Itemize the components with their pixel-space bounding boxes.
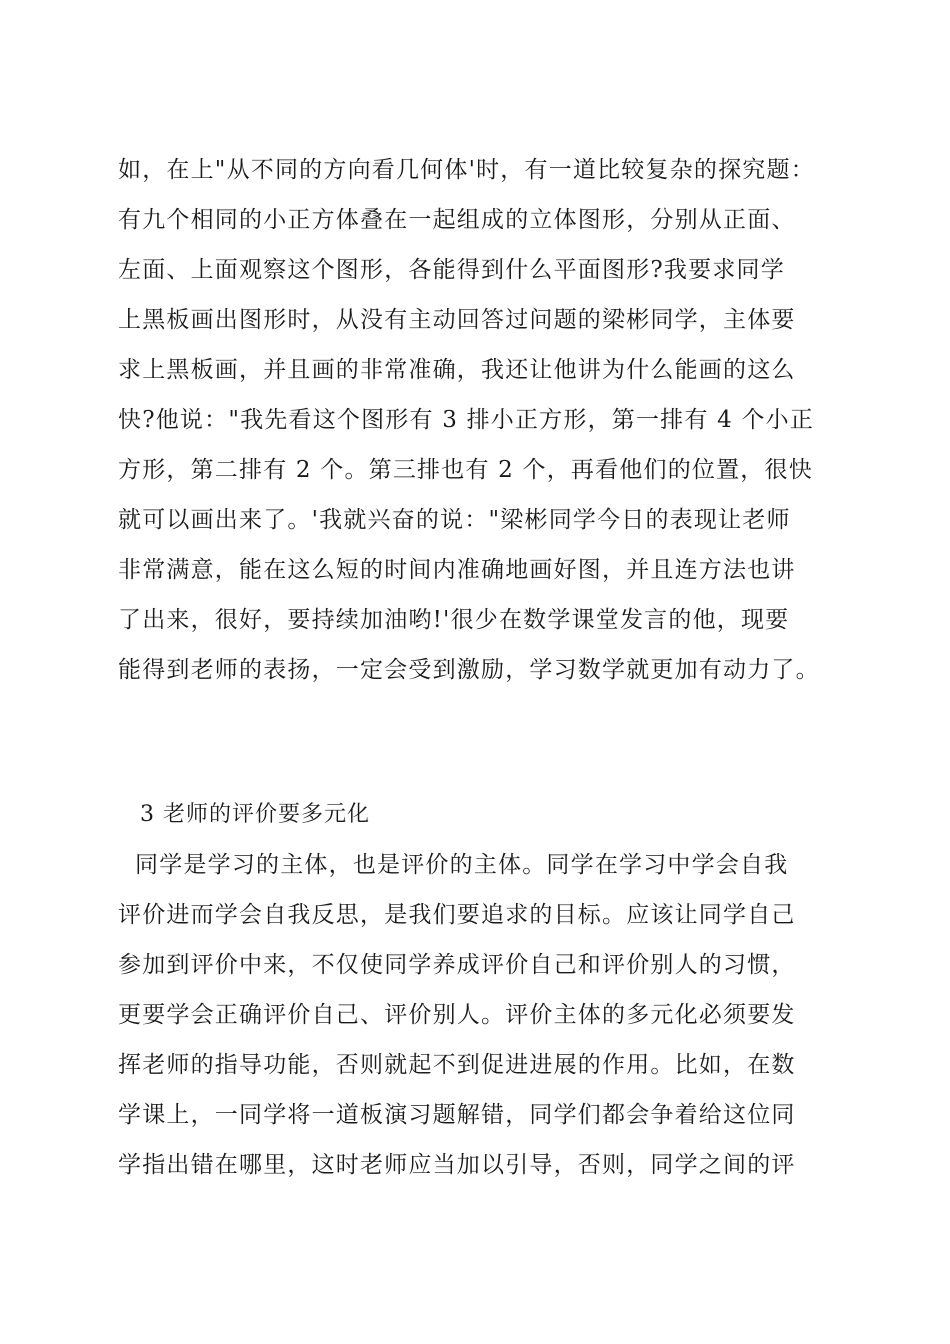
body-text-line: 快?他说："我先看这个图形有 3 排小正方形，第一排有 4 个小正 (118, 407, 815, 433)
body-text-line: 上黑板画出图形时，从没有主动回答过问题的梁彬同学，主体要 (118, 307, 796, 333)
body-text-line: 挥老师的指导功能，否则就起不到促进进展的作用。比如，在数 (118, 1052, 796, 1078)
body-text-line: 如，在上"从不同的方向看几何体'时，有一道比较复杂的探究题： (118, 157, 815, 183)
body-text-line: 评价进而学会自我反思，是我们要追求的目标。应该让同学自己 (118, 902, 796, 928)
body-text-line: 能得到老师的表扬，一定会受到激励，学习数学就更加有动力了。 (118, 657, 820, 683)
body-text-line: 有九个相同的小正方体叠在一起组成的立体图形，分别从正面、 (118, 207, 796, 233)
body-text-line: 左面、上面观察这个图形，各能得到什么平面图形?我要求同学 (118, 257, 785, 283)
body-text-line: 同学是学习的主体，也是评价的主体。同学在学习中学会自我 (118, 852, 789, 878)
body-text-line: 就可以画出来了。'我就兴奋的说："梁彬同学今日的表现让老师 (118, 507, 791, 533)
body-text-line: 学课上，一同学将一道板演习题解错，同学们都会争着给这位同 (118, 1102, 796, 1128)
body-text-line: 求上黑板画，并且画的非常准确，我还让他讲为什么能画的这么 (118, 357, 796, 383)
section-heading: 3 老师的评价要多元化 (140, 802, 370, 827)
body-text-line: 学指出错在哪里，这时老师应当加以引导，否则，同学之间的评 (118, 1152, 796, 1178)
body-text-line: 非常满意，能在这么短的时间内准确地画好图，并且连方法也讲 (118, 557, 796, 583)
body-text-line: 更要学会正确评价自己、评价别人。评价主体的多元化必须要发 (118, 1002, 796, 1028)
body-text-line: 了出来，很好，要持续加油哟!'很少在数学课堂发言的他，现要 (118, 607, 790, 633)
body-text-line: 方形，第二排有 2 个。第三排也有 2 个，再看他们的位置，很快 (118, 457, 813, 483)
body-text-line: 参加到评价中来，不仅使同学养成评价自己和评价别人的习惯， (118, 952, 796, 978)
